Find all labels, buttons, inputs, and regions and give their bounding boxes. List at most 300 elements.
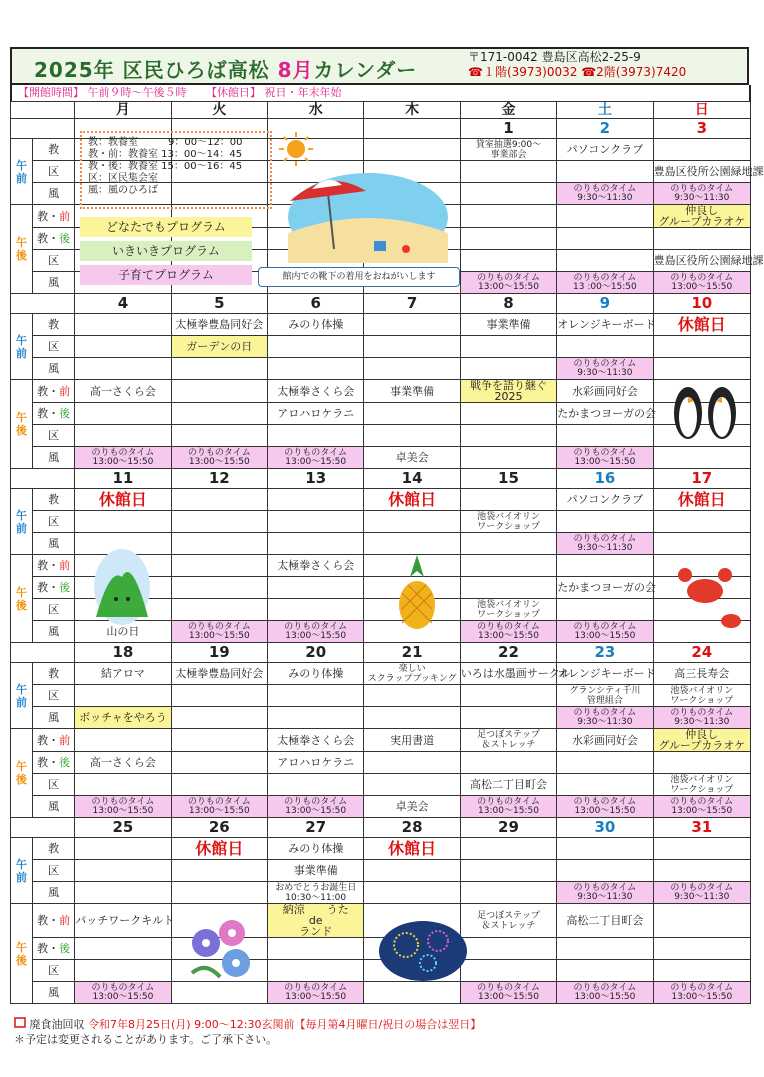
schedule-cell: のりものタイム 13:00～15:50	[557, 621, 653, 643]
schedule-cell	[364, 533, 460, 555]
day-number: 2	[557, 119, 653, 139]
schedule-cell: 太極拳豊島同好会	[171, 663, 267, 685]
schedule-cell	[268, 336, 364, 358]
schedule-cell: 事業準備	[268, 860, 364, 882]
section-gozen: 午 前	[11, 838, 33, 904]
schedule-cell	[460, 489, 556, 511]
row-label: 区	[33, 250, 75, 272]
day-number: 30	[557, 818, 653, 838]
schedule-cell: グランシティ千川 管理組合	[557, 685, 653, 707]
schedule-cell	[171, 752, 267, 774]
schedule-cell	[364, 774, 460, 796]
schedule-cell	[653, 838, 750, 860]
period-mark: 前	[59, 209, 71, 223]
schedule-cell: 太極拳さくら会	[268, 729, 364, 752]
day-number: 1	[460, 119, 556, 139]
schedule-cell: のりものタイム 13:00～15:50	[268, 796, 364, 818]
schedule-cell	[557, 205, 653, 228]
schedule-cell	[460, 938, 556, 960]
schedule-cell: のりものタイム 13 :00～15:50	[557, 272, 653, 294]
day-number: 6	[268, 294, 364, 314]
schedule-cell: のりものタイム 13:00～15:50	[460, 982, 556, 1004]
row-label: 教・後	[33, 403, 75, 425]
row-label: 教	[33, 663, 75, 685]
schedule-cell	[460, 228, 556, 250]
beach-icon	[282, 163, 454, 263]
week-corner	[11, 643, 75, 663]
schedule-cell	[171, 533, 267, 555]
schedule-cell: 卓美会	[364, 796, 460, 818]
schedule-cell	[268, 685, 364, 707]
weekday-2: 水	[268, 102, 364, 119]
schedule-cell: のりものタイム 13:00～15:50	[171, 447, 267, 469]
schedule-cell	[171, 599, 267, 621]
day-number: 16	[557, 469, 653, 489]
period-mark: 前	[59, 384, 71, 398]
schedule-cell	[460, 358, 556, 380]
schedule-cell: みのり体操	[268, 838, 364, 860]
schedule-cell: のりものタイム 9:30～11:30	[653, 882, 750, 904]
schedule-cell	[75, 425, 171, 447]
tel-1f: ☎１階(3973)0032	[468, 65, 578, 79]
schedule-cell	[364, 336, 460, 358]
schedule-cell	[557, 250, 653, 272]
schedule-cell	[75, 938, 171, 960]
fireworks-icon	[378, 919, 468, 983]
day-number: 8	[460, 294, 556, 314]
schedule-cell	[653, 960, 750, 982]
schedule-cell	[268, 425, 364, 447]
year: 2025年	[34, 58, 115, 82]
schedule-cell: おめでとうお誕生日 10:30～11:00	[268, 882, 364, 904]
legend-line: 教・前：教養室 13：00～14：45	[88, 149, 243, 160]
day-number: 26	[171, 818, 267, 838]
schedule-cell: 高松二丁目町会	[460, 774, 556, 796]
schedule-cell	[268, 960, 364, 982]
schedule-cell	[364, 882, 460, 904]
schedule-cell	[557, 228, 653, 250]
row-label: 風	[33, 621, 75, 643]
pineapple-icon	[392, 553, 442, 633]
day-number: 22	[460, 643, 556, 663]
day-number: 14	[364, 469, 460, 489]
day-number: 27	[268, 818, 364, 838]
schedule-cell: 休館日	[653, 314, 750, 336]
schedule-cell	[75, 336, 171, 358]
schedule-cell: のりものタイム 13:00～15:50	[268, 447, 364, 469]
calendar	[10, 47, 764, 1013]
schedule-cell	[653, 228, 750, 250]
schedule-cell	[75, 960, 171, 982]
weekday-1: 火	[171, 102, 267, 119]
weekday-3: 木	[364, 102, 460, 119]
schedule-cell	[75, 403, 171, 425]
schedule-cell: のりものタイム 13:00～15:50	[460, 621, 556, 643]
schedule-cell	[460, 161, 556, 183]
day-number: 5	[171, 294, 267, 314]
legend-line: 教：教養室 9：00～12：00	[88, 137, 243, 148]
schedule-cell	[171, 425, 267, 447]
schedule-cell	[268, 938, 364, 960]
footer-oil	[14, 1016, 481, 1032]
schedule-cell	[75, 685, 171, 707]
schedule-cell	[171, 860, 267, 882]
mountain-icon	[92, 547, 152, 627]
day-number: 15	[460, 469, 556, 489]
day-number: 3	[653, 119, 750, 139]
corner-cell	[11, 102, 75, 119]
schedule-cell: のりものタイム 13:00～15:50	[653, 796, 750, 818]
schedule-cell: 足つぼステップ ＆ストレッチ	[460, 729, 556, 752]
row-label: 教・前	[33, 205, 75, 228]
schedule-cell	[557, 599, 653, 621]
schedule-cell	[268, 577, 364, 599]
legend-line: 区：区民集会室	[88, 173, 158, 184]
schedule-cell	[364, 403, 460, 425]
schedule-cell	[364, 982, 460, 1004]
schedule-cell: のりものタイム 13:00～15:50	[75, 982, 171, 1004]
section-gogo: 午 後	[11, 729, 33, 818]
day-number: 17	[653, 469, 750, 489]
schedule-cell: のりものタイム 13:00～15:50	[171, 621, 267, 643]
opening-hours: 【開館時間】 午前９時～午後５時	[18, 86, 187, 99]
page-title	[34, 54, 417, 83]
schedule-cell	[460, 250, 556, 272]
schedule-cell: 納涼 うた de ランド	[268, 904, 364, 938]
schedule-cell: みのり体操	[268, 314, 364, 336]
schedule-cell: 水彩画同好会	[557, 729, 653, 752]
schedule-cell: 仲良し グループカラオケ	[653, 205, 750, 228]
section-gogo: 午 後	[11, 904, 33, 1004]
schedule-cell	[557, 511, 653, 533]
schedule-cell: 休館日	[171, 838, 267, 860]
schedule-cell	[557, 425, 653, 447]
schedule-cell: アロハロケラニ	[268, 752, 364, 774]
row-label: 風	[33, 533, 75, 555]
row-label: 教・前	[33, 729, 75, 752]
row-label: 教・後	[33, 228, 75, 250]
schedule-cell	[653, 336, 750, 358]
schedule-cell: のりものタイム 13:00～15:50	[460, 796, 556, 818]
month: 8月	[277, 58, 314, 82]
schedule-cell	[460, 685, 556, 707]
schedule-cell	[364, 685, 460, 707]
week-corner	[11, 818, 75, 838]
oil-can-icon	[14, 1016, 26, 1028]
schedule-cell: 太極拳さくら会	[268, 380, 364, 403]
schedule-cell: のりものタイム 13:00～15:50	[268, 621, 364, 643]
schedule-cell: 休館日	[75, 489, 171, 511]
day-number: 4	[75, 294, 171, 314]
penguin-icon	[668, 379, 746, 443]
day-number: 28	[364, 818, 460, 838]
hours-bar	[10, 85, 751, 101]
schedule-cell: 豊島区役所公園緑地課	[653, 250, 750, 272]
period-mark: 前	[59, 914, 71, 927]
week-corner	[11, 469, 75, 489]
row-label: 区	[33, 336, 75, 358]
period-mark: 後	[59, 581, 71, 594]
schedule-cell	[364, 511, 460, 533]
schedule-cell	[171, 729, 267, 752]
schedule-cell: 池袋バイオリン ワークショップ	[460, 511, 556, 533]
schedule-cell	[268, 533, 364, 555]
schedule-cell	[460, 555, 556, 577]
day-number: 25	[75, 818, 171, 838]
footer-note: ＊予定は変更されることがあります。ご了承下さい。	[14, 1033, 278, 1046]
schedule-cell	[75, 838, 171, 860]
schedule-cell	[460, 960, 556, 982]
schedule-cell	[557, 752, 653, 774]
closed-days: 【休館日】 祝日・年末年始	[206, 86, 342, 99]
schedule-cell	[557, 860, 653, 882]
schedule-cell: のりものタイム 9:30～11:30	[653, 707, 750, 729]
schedule-cell: 豊島区役所公園緑地課	[653, 161, 750, 183]
schedule-cell: 山の日	[75, 621, 171, 643]
row-label: 教	[33, 139, 75, 161]
schedule-cell: パソコンクラブ	[557, 139, 653, 161]
schedule-cell	[557, 938, 653, 960]
crab-icon	[675, 565, 749, 633]
schedule-cell	[75, 774, 171, 796]
day-number: 20	[268, 643, 364, 663]
schedule-cell: 戦争を語り継ぐ 2025	[460, 380, 556, 403]
row-label: 教・前	[33, 555, 75, 577]
row-label: 風	[33, 707, 75, 729]
schedule-cell: 池袋バイオリン ワークショップ	[653, 685, 750, 707]
section-gogo: 午 後	[11, 555, 33, 643]
row-label: 区	[33, 425, 75, 447]
schedule-cell	[268, 599, 364, 621]
schedule-cell	[75, 314, 171, 336]
schedule-cell: のりものタイム 13:00～15:50	[268, 982, 364, 1004]
schedule-cell: 高三長寿会	[653, 663, 750, 685]
address-block	[468, 50, 686, 80]
schedule-cell: たかまつヨーガの会	[557, 403, 653, 425]
section-gozen: 午 前	[11, 314, 33, 380]
schedule-cell	[557, 960, 653, 982]
oil-date: 令和7年8月25日(月) 9:00～12:30玄関前	[88, 1018, 295, 1031]
row-label: 風	[33, 447, 75, 469]
schedule-cell: 卓美会	[364, 447, 460, 469]
schedule-cell: 休館日	[653, 489, 750, 511]
schedule-cell	[268, 774, 364, 796]
schedule-cell	[364, 752, 460, 774]
day-number: 13	[268, 469, 364, 489]
day-number: 7	[364, 294, 460, 314]
section-gozen: 午 前	[11, 663, 33, 729]
schedule-cell: ガーデンの日	[171, 336, 267, 358]
legend-line: 教・後：教養室 15：00～16：45	[88, 161, 243, 172]
day-number: 18	[75, 643, 171, 663]
row-label: 風	[33, 272, 75, 294]
schedule-cell: 足つぼステップ ＆ストレッチ	[460, 904, 556, 938]
schedule-cell: 結アロマ	[75, 663, 171, 685]
oil-label: 廃食油回収	[29, 1018, 85, 1031]
schedule-cell	[460, 205, 556, 228]
row-label: 教・後	[33, 752, 75, 774]
schedule-cell	[171, 774, 267, 796]
schedule-cell: 事業準備	[364, 380, 460, 403]
schedule-cell: オレンジキーボード	[557, 663, 653, 685]
program-ikiiki: いきいきプログラム	[80, 241, 252, 261]
schedule-cell	[364, 358, 460, 380]
schedule-cell: 実用書道	[364, 729, 460, 752]
schedule-cell: のりものタイム 13:00～15:50	[557, 982, 653, 1004]
period-mark: 後	[59, 232, 71, 245]
day-number: 9	[557, 294, 653, 314]
row-label: 風	[33, 882, 75, 904]
schedule-cell: のりものタイム 9:30～11:30	[557, 183, 653, 205]
day-number: 24	[653, 643, 750, 663]
schedule-cell	[171, 555, 267, 577]
row-label: 教・後	[33, 938, 75, 960]
row-label: 風	[33, 796, 75, 818]
schedule-cell	[268, 489, 364, 511]
schedule-cell: のりものタイム 13:00～15:50	[557, 447, 653, 469]
week-corner	[11, 119, 75, 139]
section-gogo: 午 後	[11, 380, 33, 469]
schedule-cell	[653, 511, 750, 533]
schedule-cell	[171, 489, 267, 511]
schedule-cell	[557, 774, 653, 796]
schedule-cell: のりものタイム 9:30～11:30	[557, 533, 653, 555]
schedule-cell: パソコンクラブ	[557, 489, 653, 511]
period-mark: 後	[59, 942, 71, 955]
schedule-cell	[460, 403, 556, 425]
row-label: 区	[33, 860, 75, 882]
section-gogo: 午 後	[11, 205, 33, 294]
schedule-cell: のりものタイム 9:30～11:30	[653, 183, 750, 205]
schedule-cell	[171, 577, 267, 599]
tel-2f: ☎2階(3973)7420	[581, 65, 687, 79]
schedule-cell	[75, 860, 171, 882]
schedule-cell	[268, 358, 364, 380]
schedule-cell	[460, 707, 556, 729]
day-number: 10	[653, 294, 750, 314]
schedule-cell	[460, 838, 556, 860]
schedule-cell	[460, 183, 556, 205]
row-label: 風	[33, 358, 75, 380]
schedule-cell	[75, 511, 171, 533]
schedule-cell	[460, 577, 556, 599]
row-label: 区	[33, 511, 75, 533]
section-gozen: 午 前	[11, 489, 33, 555]
schedule-cell: 仲良し グループカラオケ	[653, 729, 750, 752]
period-mark: 後	[59, 407, 71, 420]
period-mark: 前	[59, 733, 71, 747]
schedule-cell: ボッチャをやろう	[75, 707, 171, 729]
weekday-6: 日	[653, 102, 750, 119]
schedule-cell	[460, 336, 556, 358]
schedule-cell: 楽しい スクラップブッキング	[364, 663, 460, 685]
schedule-cell: 休館日	[364, 838, 460, 860]
week-corner	[11, 294, 75, 314]
schedule-cell	[460, 882, 556, 904]
schedule-cell	[364, 425, 460, 447]
schedule-cell: 高一さくら会	[75, 380, 171, 403]
schedule-cell	[460, 860, 556, 882]
schedule-cell	[653, 904, 750, 938]
row-label: 教・後	[33, 577, 75, 599]
schedule-cell: のりものタイム 13:00～15:50	[171, 796, 267, 818]
room-legend	[80, 131, 272, 209]
schedule-cell: のりものタイム 9:30～11:30	[557, 358, 653, 380]
schedule-cell	[75, 358, 171, 380]
schedule-cell	[171, 882, 267, 904]
row-label: 区	[33, 685, 75, 707]
schedule-cell	[653, 447, 750, 469]
morning-glory-icon	[186, 913, 264, 985]
row-label: 区	[33, 960, 75, 982]
period-mark: 後	[59, 756, 71, 769]
row-label: 教	[33, 489, 75, 511]
schedule-cell: のりものタイム 9:30～11:30	[557, 707, 653, 729]
schedule-cell: のりものタイム 13:00～15:50	[653, 982, 750, 1004]
schedule-cell	[364, 707, 460, 729]
row-label: 区	[33, 774, 75, 796]
schedule-cell	[268, 511, 364, 533]
schedule-cell	[171, 403, 267, 425]
day-number: 21	[364, 643, 460, 663]
row-label: 区	[33, 599, 75, 621]
weekday-0: 月	[75, 102, 171, 119]
schedule-cell	[653, 938, 750, 960]
row-label: 教・前	[33, 380, 75, 403]
schedule-cell	[653, 139, 750, 161]
schedule-cell	[557, 838, 653, 860]
schedule-cell: 高一さくら会	[75, 752, 171, 774]
schedule-cell: パッチワークキルト	[75, 904, 171, 938]
schedule-cell: 事業準備	[460, 314, 556, 336]
schedule-cell	[364, 314, 460, 336]
schedule-cell	[171, 511, 267, 533]
notice-socks: 館内での靴下の着用をおねがいします	[258, 267, 460, 287]
calendar-header	[10, 47, 749, 85]
schedule-cell	[460, 752, 556, 774]
schedule-cell: 休館日	[364, 489, 460, 511]
row-label: 教	[33, 838, 75, 860]
section-gozen: 午 前	[11, 139, 33, 205]
schedule-cell	[171, 358, 267, 380]
weekday-4: 金	[460, 102, 556, 119]
schedule-cell: のりものタイム 13:00～15:50	[557, 796, 653, 818]
schedule-cell: 太極拳さくら会	[268, 555, 364, 577]
day-number: 12	[171, 469, 267, 489]
schedule-cell	[364, 860, 460, 882]
schedule-cell: 水彩画同好会	[557, 380, 653, 403]
schedule-cell	[171, 685, 267, 707]
schedule-cell	[460, 533, 556, 555]
schedule-cell: たかまつヨーガの会	[557, 577, 653, 599]
sun-icon	[278, 131, 314, 167]
schedule-cell	[364, 139, 460, 161]
schedule-cell: みのり体操	[268, 663, 364, 685]
program-anyone: どなたでもプログラム	[80, 217, 252, 237]
schedule-cell	[75, 882, 171, 904]
schedule-cell: のりものタイム 13:00～15:50	[75, 796, 171, 818]
schedule-cell: 高松二丁目町会	[557, 904, 653, 938]
schedule-cell	[75, 729, 171, 752]
day-number: 29	[460, 818, 556, 838]
address: 〒171-0042 豊島区高松2-25-9	[468, 50, 641, 64]
schedule-cell	[557, 336, 653, 358]
day-number: 31	[653, 818, 750, 838]
schedule-cell	[653, 358, 750, 380]
schedule-cell	[653, 752, 750, 774]
row-label: 教	[33, 314, 75, 336]
day-number: 11	[75, 469, 171, 489]
